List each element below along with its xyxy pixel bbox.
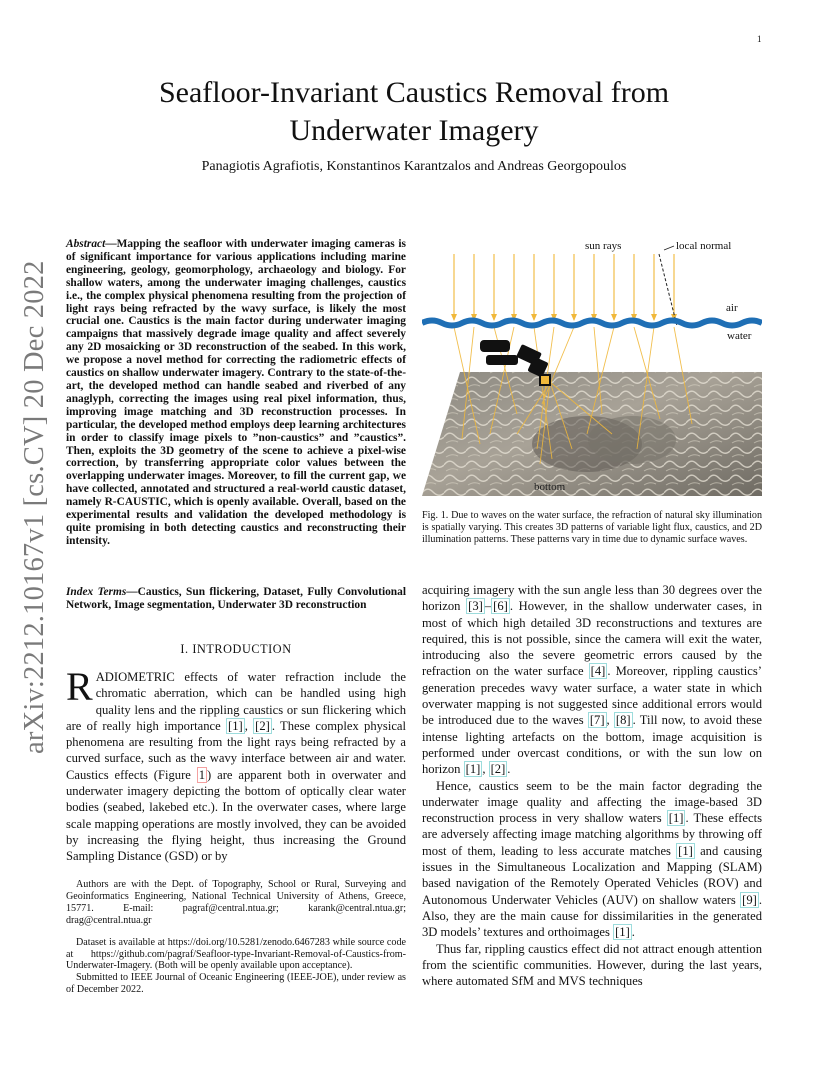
- body-text: ,: [482, 762, 489, 777]
- paragraph: [422, 582, 762, 778]
- citation-link[interactable]: [2]: [490, 762, 506, 777]
- index-terms: [66, 586, 406, 612]
- intro-text: . These complex physical phenomena are resulting from the light rays being refracted by a curved surface, such as the wavy interface between air and water. Caustics effects (Figure: [66, 718, 406, 782]
- label-bottom: bottom: [534, 481, 566, 493]
- body-text: –: [484, 599, 492, 614]
- intro-text: ) are apparent both in overwater and underwater imagery depicting the bottom of optically clear water bodies (seabed, lakebed etc.). In the overwater cases, where large scale mapping operations are mostly involved, they can be avoided by increasing the flying height, thus increasing the Ground Sampling Distance (GSD) or by: [66, 767, 406, 864]
- paragraph: Thus far, rippling caustics effect did not attract enough attention from the scientific communities. However, during the last years, where automated SfM and MVS techniques: [422, 941, 762, 989]
- section-heading: I. INTRODUCTION: [180, 642, 292, 656]
- citation-link[interactable]: [1]: [615, 925, 630, 940]
- seabed-photo: [422, 372, 762, 496]
- arxiv-identifier[interactable]: arXiv:2212.10167v1 [cs.CV] 20 Dec 2022: [19, 260, 50, 754]
- body-text: . Moreover, rippling caustics’ generation precedes wavy water surface, a water state in which overwater mapping is not suggested since additional errors would be introduced due to the waves: [422, 664, 762, 728]
- label-local-normal: local normal: [676, 240, 732, 252]
- figure-caption: Fig. 1. Due to waves on the water surface, the refraction of natural sky illumination is spatially varying. This creates 3D patterns of variable light flux, caustics, and 2D illumination patterns. These patterns vary in time due to dynamic surface waves.: [422, 510, 762, 545]
- footnote-dataset: Dataset is available at https://doi.org/10.5281/zenodo.6467283 while source code at https://github.com/pagraf/Seafloor-type-Invariant-Removal-of-Caustics-from-Underwater-Imagery. (Both will be openly available upon acceptance).: [66, 936, 406, 972]
- citation-link[interactable]: [1]: [678, 843, 693, 858]
- citation-link[interactable]: [3]: [468, 599, 483, 614]
- footnote-affiliation: Authors are with the Dept. of Topography, School or Rural, Surveying and Geoinformatics Engineering, National Technical University of Athens, Greece, 15771. E-mail: pagraf@central.ntua.gr; karank@central.ntua.gr; drag@central.ntua.gr: [66, 879, 406, 926]
- abstract-label: Abstract: [66, 238, 106, 250]
- body-text: .: [631, 925, 635, 940]
- sun-rays: [454, 254, 674, 320]
- label-water: water: [727, 330, 752, 342]
- citation-link[interactable]: [7]: [589, 713, 605, 728]
- body-text: . However, in the shallow underwater cases, in most of which high detailed 3D reconstructions and textures are required, this is not possible, since the camera will exit the water, introducing also the severe geometric errors caused by the refraction on the water surface: [422, 599, 762, 679]
- body-text: . Also, they are the main cause for dissimilarities in the generated 3D models’ textures and orthoimages: [422, 892, 762, 940]
- label-sun-rays: sun rays: [585, 240, 622, 252]
- body-text: ,: [606, 713, 614, 728]
- body-text: .: [507, 762, 511, 777]
- right-column-text: [422, 582, 762, 989]
- footnote-submitted: Submitted to IEEE Journal of Oceanic Engineering (IEEE-JOE), under review as of December 2022.: [66, 972, 406, 996]
- citation-link[interactable]: [4]: [590, 664, 606, 679]
- page-number: 1: [757, 34, 762, 44]
- authors: Panagiotis Agrafiotis, Konstantinos Karantzalos and Andreas Georgopoulos: [201, 159, 627, 174]
- body-text: . Till now, to avoid these intense lighting artefacts on the bottom, image acquisition is performed under overcast conditions, or with the sun low on horizon: [422, 713, 762, 777]
- figure-1: [422, 234, 762, 502]
- title-line-1: Seafloor-Invariant Caustics Removal from: [158, 76, 670, 109]
- body-text: Hence, caustics seem to be the main factor degrading the underwater image quality and affecting the image-based 3D reconstruction process in very shallow waters: [422, 778, 762, 826]
- index-terms-text: —Caustics, Sun flickering, Dataset, Fully Convolutional Network, Image segmentation, Underwater 3D reconstruction: [66, 586, 406, 611]
- index-terms-label: Index Terms: [66, 586, 127, 598]
- title-line-2: Underwater Imagery: [289, 114, 539, 147]
- figure-link[interactable]: 1: [198, 767, 206, 782]
- introduction-paragraph: [66, 664, 406, 865]
- paragraph: [422, 778, 762, 941]
- footnotes: [66, 879, 406, 996]
- body-text: . These effects are adversely affecting image matching algorithms by throwing off most of them, leading to less accurate matches: [422, 811, 762, 858]
- label-air: air: [726, 302, 738, 314]
- citation-link[interactable]: [9]: [742, 892, 757, 907]
- citation-link[interactable]: [1]: [465, 762, 481, 777]
- water-surface: [422, 321, 762, 326]
- citation-link[interactable]: [6]: [493, 599, 508, 614]
- intro-text: ,: [244, 718, 254, 733]
- sun-ray-arrowheads: [451, 314, 677, 321]
- citation-link[interactable]: [1]: [228, 718, 243, 733]
- abstract-text: —Mapping the seafloor with underwater imaging cameras is of significant importance for various applications including marine engineering, geology, geomorphology, archaeology and biology. For shallow waters, among the underwater imaging challenges, caustics i.e., the complex physical phenomena resulting from the projection of light rays being refracted by the wavy surface, is likely the most crucial one. Caustics is the main factor during underwater imaging campaigns that massively degrade image quality and affect severely any 2D mosaicking or 3D reconstruction of the seabed. In this work, we propose a novel method for correcting the radiometric effects of caustics on shallow underwater imagery. Contrary to the state-of-the-art, the developed method can handle seabed and riverbed of any anaglyph, correcting the images using real pixel information, thus, improving image matching and 3D reconstruction processes. In particular, the developed method employs deep learning architectures in order to classify image pixels to ”non-caustics” and ”caustics”. Then, exploits the 3D geometry of the scene to achieve a pixel-wise correction, by transferring appropriate color values between the overlapping underwater images. Moreover, to fill the current gap, we have collected, annotated and structured a real-world caustic dataset, namely R-CAUSTIC, which is openly available. Overall, based on the experimental results and validation the developed methodology is quite promising in both detecting caustics and reconstructing their intensity.: [66, 238, 406, 547]
- body-text: and causing issues in the Simultaneous Localization and Mapping (SLAM) based navigation of the Remotely Operated Vehicles (ROV) and Autonomous Underwater Vehicles (AUV) on shallow waters: [422, 843, 762, 907]
- citation-link[interactable]: [1]: [668, 811, 684, 826]
- abstract: [66, 238, 406, 548]
- body-text: acquiring imagery with the sun angle less than 30 degrees over the horizon: [422, 583, 762, 614]
- drop-cap: R: [66, 664, 93, 709]
- citation-link[interactable]: [8]: [615, 713, 631, 728]
- paper-title: [80, 74, 748, 150]
- local-normal-leader: [664, 246, 674, 250]
- citation-link[interactable]: [2]: [255, 718, 270, 733]
- intro-text: ADIOMETRIC effects of water refraction include the chromatic aberration, which can be handled using high quality lens and the rippling caustics or sun flickering which are of really high importance: [66, 670, 406, 733]
